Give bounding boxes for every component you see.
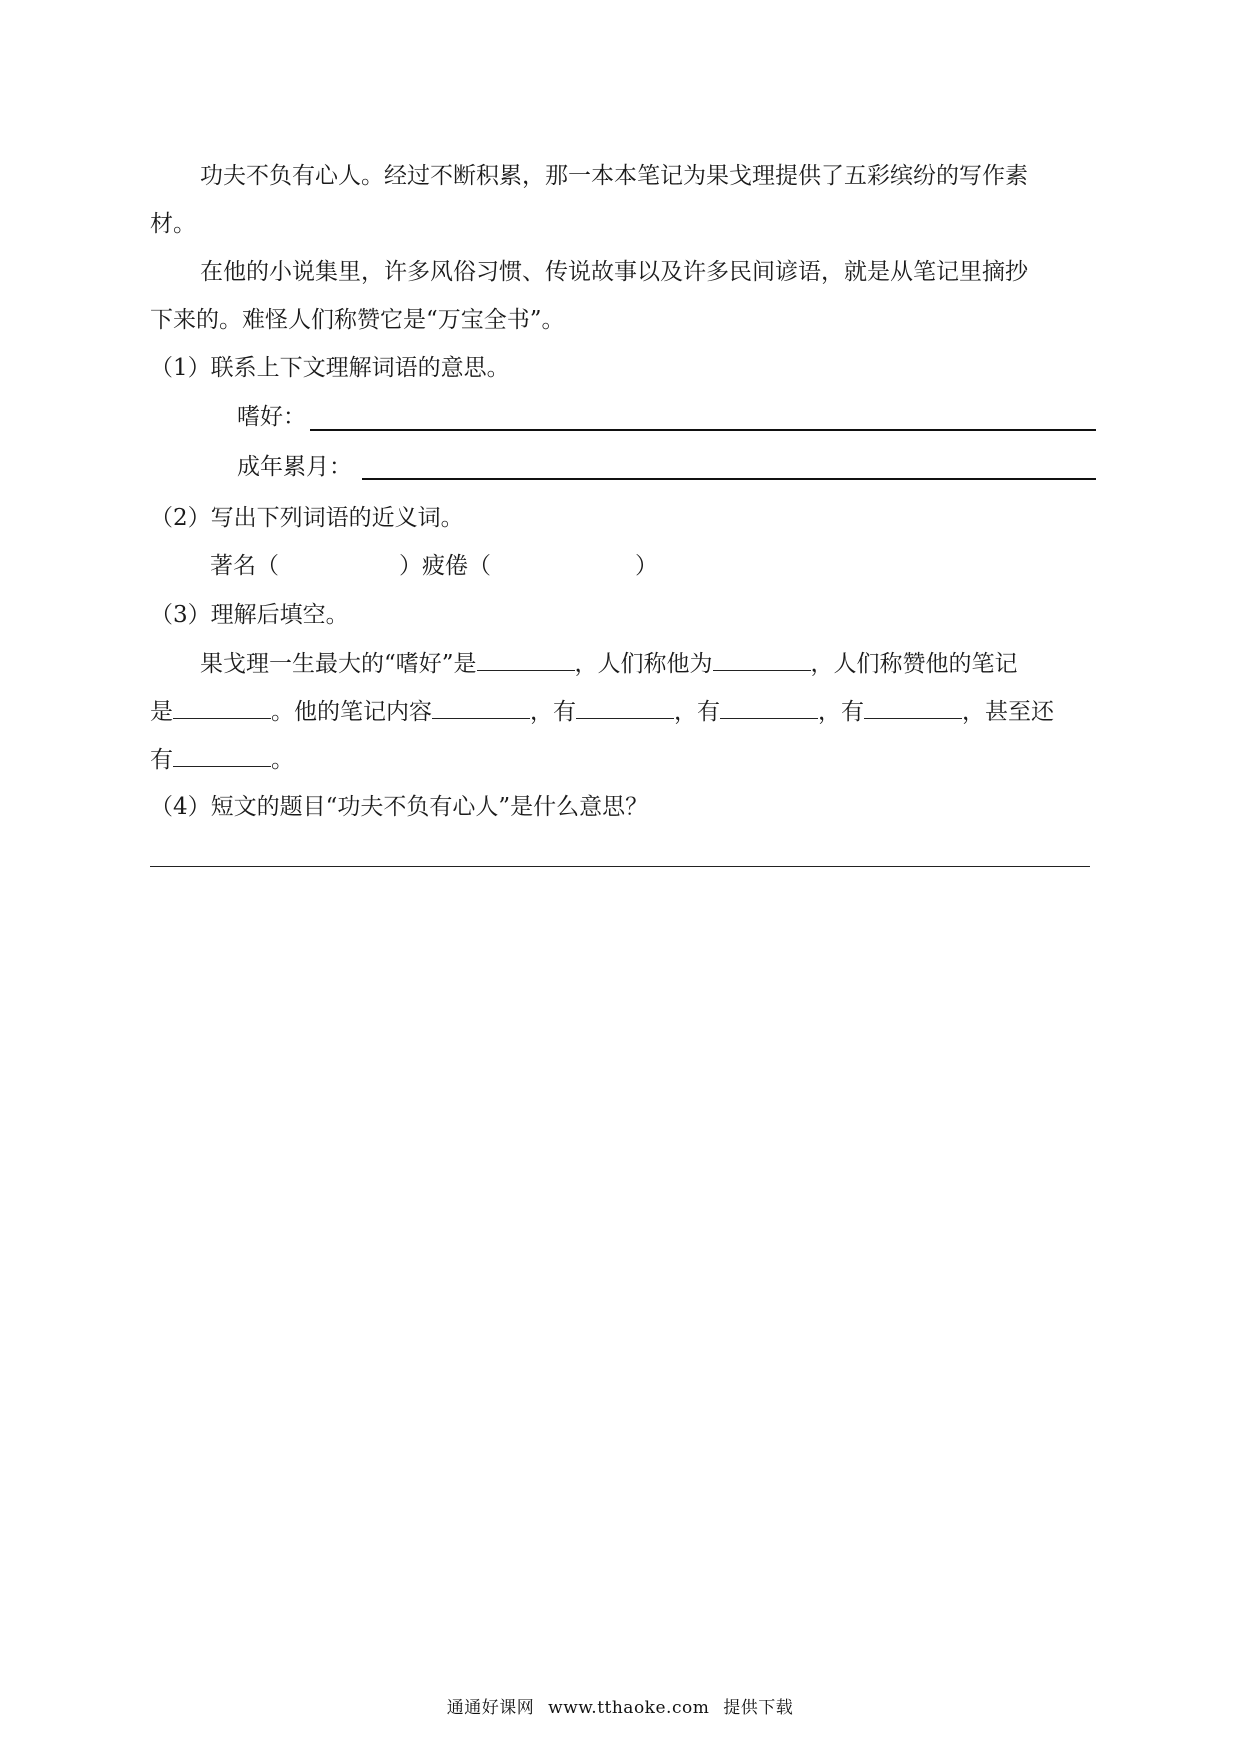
question-1-prompt: （1）联系上下文理解词语的意思。 xyxy=(150,355,510,381)
fill-text: 有 xyxy=(150,747,173,773)
fill-blank[interactable] xyxy=(173,696,271,719)
synonym-word-zhuming: 著名（ xyxy=(210,553,279,579)
fill-text: ，人们称赞他的笔记 xyxy=(810,651,1018,677)
answer-line-chengnianleiyue[interactable] xyxy=(362,478,1096,480)
synonym-close-paren: ） xyxy=(635,553,658,579)
fill-in-sentence-line-2 xyxy=(150,696,1054,727)
passage-paragraph-1: 功夫不负有心人。经过不断积累，那一本本笔记为果戈理提供了五彩缤纷的写作素 xyxy=(200,163,1028,189)
fill-text: 是 xyxy=(150,699,173,725)
question-1-term-chengnianleiyue: 成年累月： xyxy=(237,454,352,480)
fill-blank[interactable] xyxy=(477,648,575,671)
fill-in-sentence-line-3 xyxy=(150,744,294,775)
question-3-prompt: （3）理解后填空。 xyxy=(150,602,349,628)
fill-text: ，人们称他为 xyxy=(574,651,713,677)
synonym-word-pijuan: ）疲倦（ xyxy=(399,553,491,579)
fill-text: ，有 xyxy=(818,699,864,725)
passage-paragraph-2: 在他的小说集里，许多风俗习惯、传说故事以及许多民间谚语，就是从笔记里摘抄 xyxy=(200,259,1028,285)
fill-blank[interactable] xyxy=(576,696,674,719)
fill-blank[interactable] xyxy=(720,696,818,719)
passage-paragraph-1-continued: 材。 xyxy=(150,211,196,237)
fill-blank[interactable] xyxy=(173,744,271,767)
answer-line-question-4[interactable] xyxy=(150,866,1090,867)
footer-suffix: 提供下载 xyxy=(723,1698,794,1718)
passage-paragraph-2-continued: 下来的。难怪人们称赞它是“万宝全书”。 xyxy=(150,307,565,333)
fill-text: 。 xyxy=(271,747,294,773)
fill-blank[interactable] xyxy=(713,648,811,671)
footer-site-name: 通通好课网 xyxy=(446,1698,535,1718)
answer-line-shihao[interactable] xyxy=(310,429,1096,431)
fill-text: ，有 xyxy=(674,699,720,725)
question-1-term-shihao: 嗜好： xyxy=(237,404,306,430)
footer-url: www.tthaoke.com xyxy=(548,1698,710,1718)
fill-blank[interactable] xyxy=(864,696,962,719)
question-4-prompt: （4）短文的题目“功夫不负有心人”是什么意思？ xyxy=(150,794,649,820)
fill-text: ，有 xyxy=(530,699,576,725)
fill-text: ，甚至还 xyxy=(962,699,1054,725)
question-2-prompt: （2）写出下列词语的近义词。 xyxy=(150,505,464,531)
fill-text: 果戈理一生最大的“嗜好”是 xyxy=(200,651,477,677)
fill-text: 。他的笔记内容 xyxy=(271,699,432,725)
fill-blank[interactable] xyxy=(432,696,530,719)
question-2-synonym-row xyxy=(210,551,658,581)
page-footer xyxy=(0,1693,1240,1718)
fill-in-sentence-line-1 xyxy=(200,648,1018,679)
